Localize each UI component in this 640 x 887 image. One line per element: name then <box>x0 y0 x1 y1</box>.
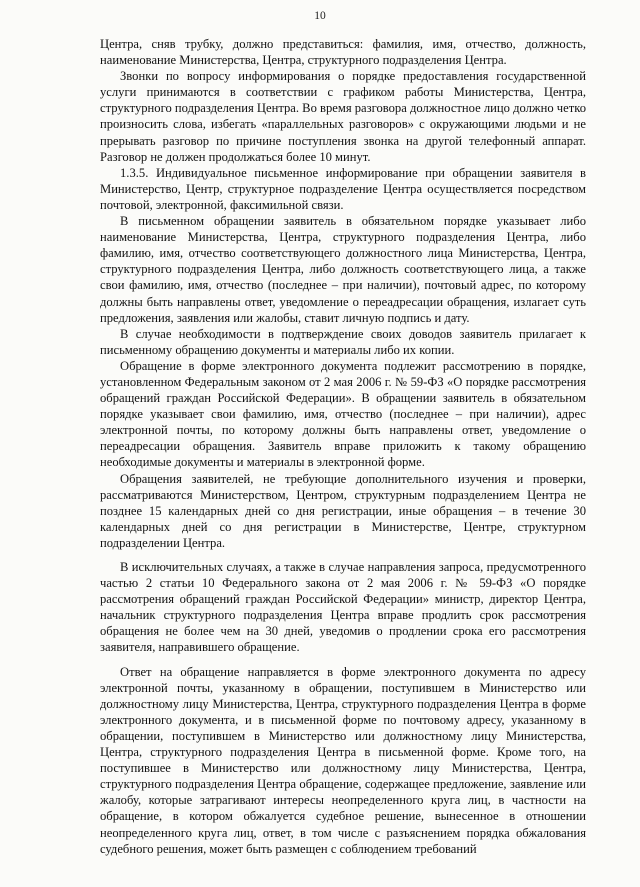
paragraph-1: Центра, сняв трубку, должно представиться: фамилия, имя, отчество, должность, наименование Министерства, Центра, структурного подразделения Центра. <box>100 37 586 68</box>
document-body <box>100 36 586 857</box>
paragraph-9: Ответ на обращение направляется в форме электронного документа по адресу электронной почты, указанному в обращении, поступившем в Министерство или должностному лицу Министерства, Центра, структурного подразделения Центра в форме электронного документа, и в письменной форме по почтовому адресу, указанному в обращении, поступившем в Министерство или должностному лицу Министерства, Центра, структурного подразделения Центра в письменной форме. Кроме того, на поступившее в Министерство или должностному лицу Министерства, Центра, структурного подразделения Центра обращение, содержащее предложение, заявление или жалобу, которые затрагивают интересы неопределенного круга лиц, в частности на обращение, в котором обжалуется судебное решение, вынесенное в отношении неопределенного круга лиц, ответ, в том числе с разъяснением порядка обжалования судебного решения, может быть размещен с соблюдением требований <box>100 664 586 856</box>
paragraph-3: 1.3.5. Индивидуальное письменное информирование при обращении заявителя в Министерство, Центр, структурное подразделение Центра осуществляется посредством почтовой, электронной, факсимильной связи. <box>100 165 586 212</box>
paragraph-2: Звонки по вопросу информирования о порядке предоставления государственной услуги принимаются в соответствии с графиком работы Министерства, Центра, структурного подразделения Центра. Во время разговора должностное лицо должно четко произносить слова, избегать «параллельных разговоров» с окружающими людьми и не прерывать разговор по причине поступления звонка на другой телефонный аппарат. Разговор не должен продолжаться более 10 минут. <box>100 69 586 164</box>
paragraph-4: В письменном обращении заявитель в обязательном порядке указывает либо наименование Министерства, Центра, структурного подразделения Центра, либо фамилию, имя, отчество соответствующего должностного лица Министерства, Центра, структурного подразделения Центра, либо должность соответствующего лица, а также свои фамилию, имя, отчество (последнее – при наличии), почтовый адрес, по которому должны быть направлены ответ, уведомление о переадресации обращения, излагает суть предложения, заявления или жалобы, ставит личную подпись и дату. <box>100 214 586 325</box>
paragraph-8: В исключительных случаях, а также в случае направления запроса, предусмотренного частью 2 статьи 10 Федерального закона от 2 мая 2006 г. № 59-ФЗ «О порядке рассмотрения обращений граждан Российской Федерации» министр, директор Центра, начальник структурного подразделения Центра вправе продлить срок рассмотрения обращения не более чем на 30 дней, уведомив о продлении срока его рассмотрения заявителя, направившего обращение. <box>100 560 586 655</box>
paragraph-6: Обращение в форме электронного документа подлежит рассмотрению в порядке, установленном Федеральным законом от 2 мая 2006 г. № 59-ФЗ «О порядке рассмотрения обращений граждан Российской Федерации». В обращении заявитель в обязательном порядке указывает свои фамилию, имя, отчество (последнее – при наличии), адрес электронной почты, по которому должны быть направлены ответ, уведомление о переадресации обращения. Заявитель вправе приложить к такому обращению необходимые документы и материалы в электронной форме. <box>100 358 586 470</box>
page-number: 10 <box>314 10 326 22</box>
paragraph-5: В случае необходимости в подтверждение своих доводов заявитель прилагает к письменному обращению документы и материалы либо их копии. <box>100 326 586 357</box>
paragraph-7: Обращения заявителей, не требующие дополнительного изучения и проверки, рассматриваются Министерством, Центром, структурным подразделением Центра не позднее 15 календарных дней со дня регистрации, иные обращения – в течение 30 календарных дней со дня регистрации в Министерстве, Центре, структурном подразделении Центра. <box>100 471 586 550</box>
